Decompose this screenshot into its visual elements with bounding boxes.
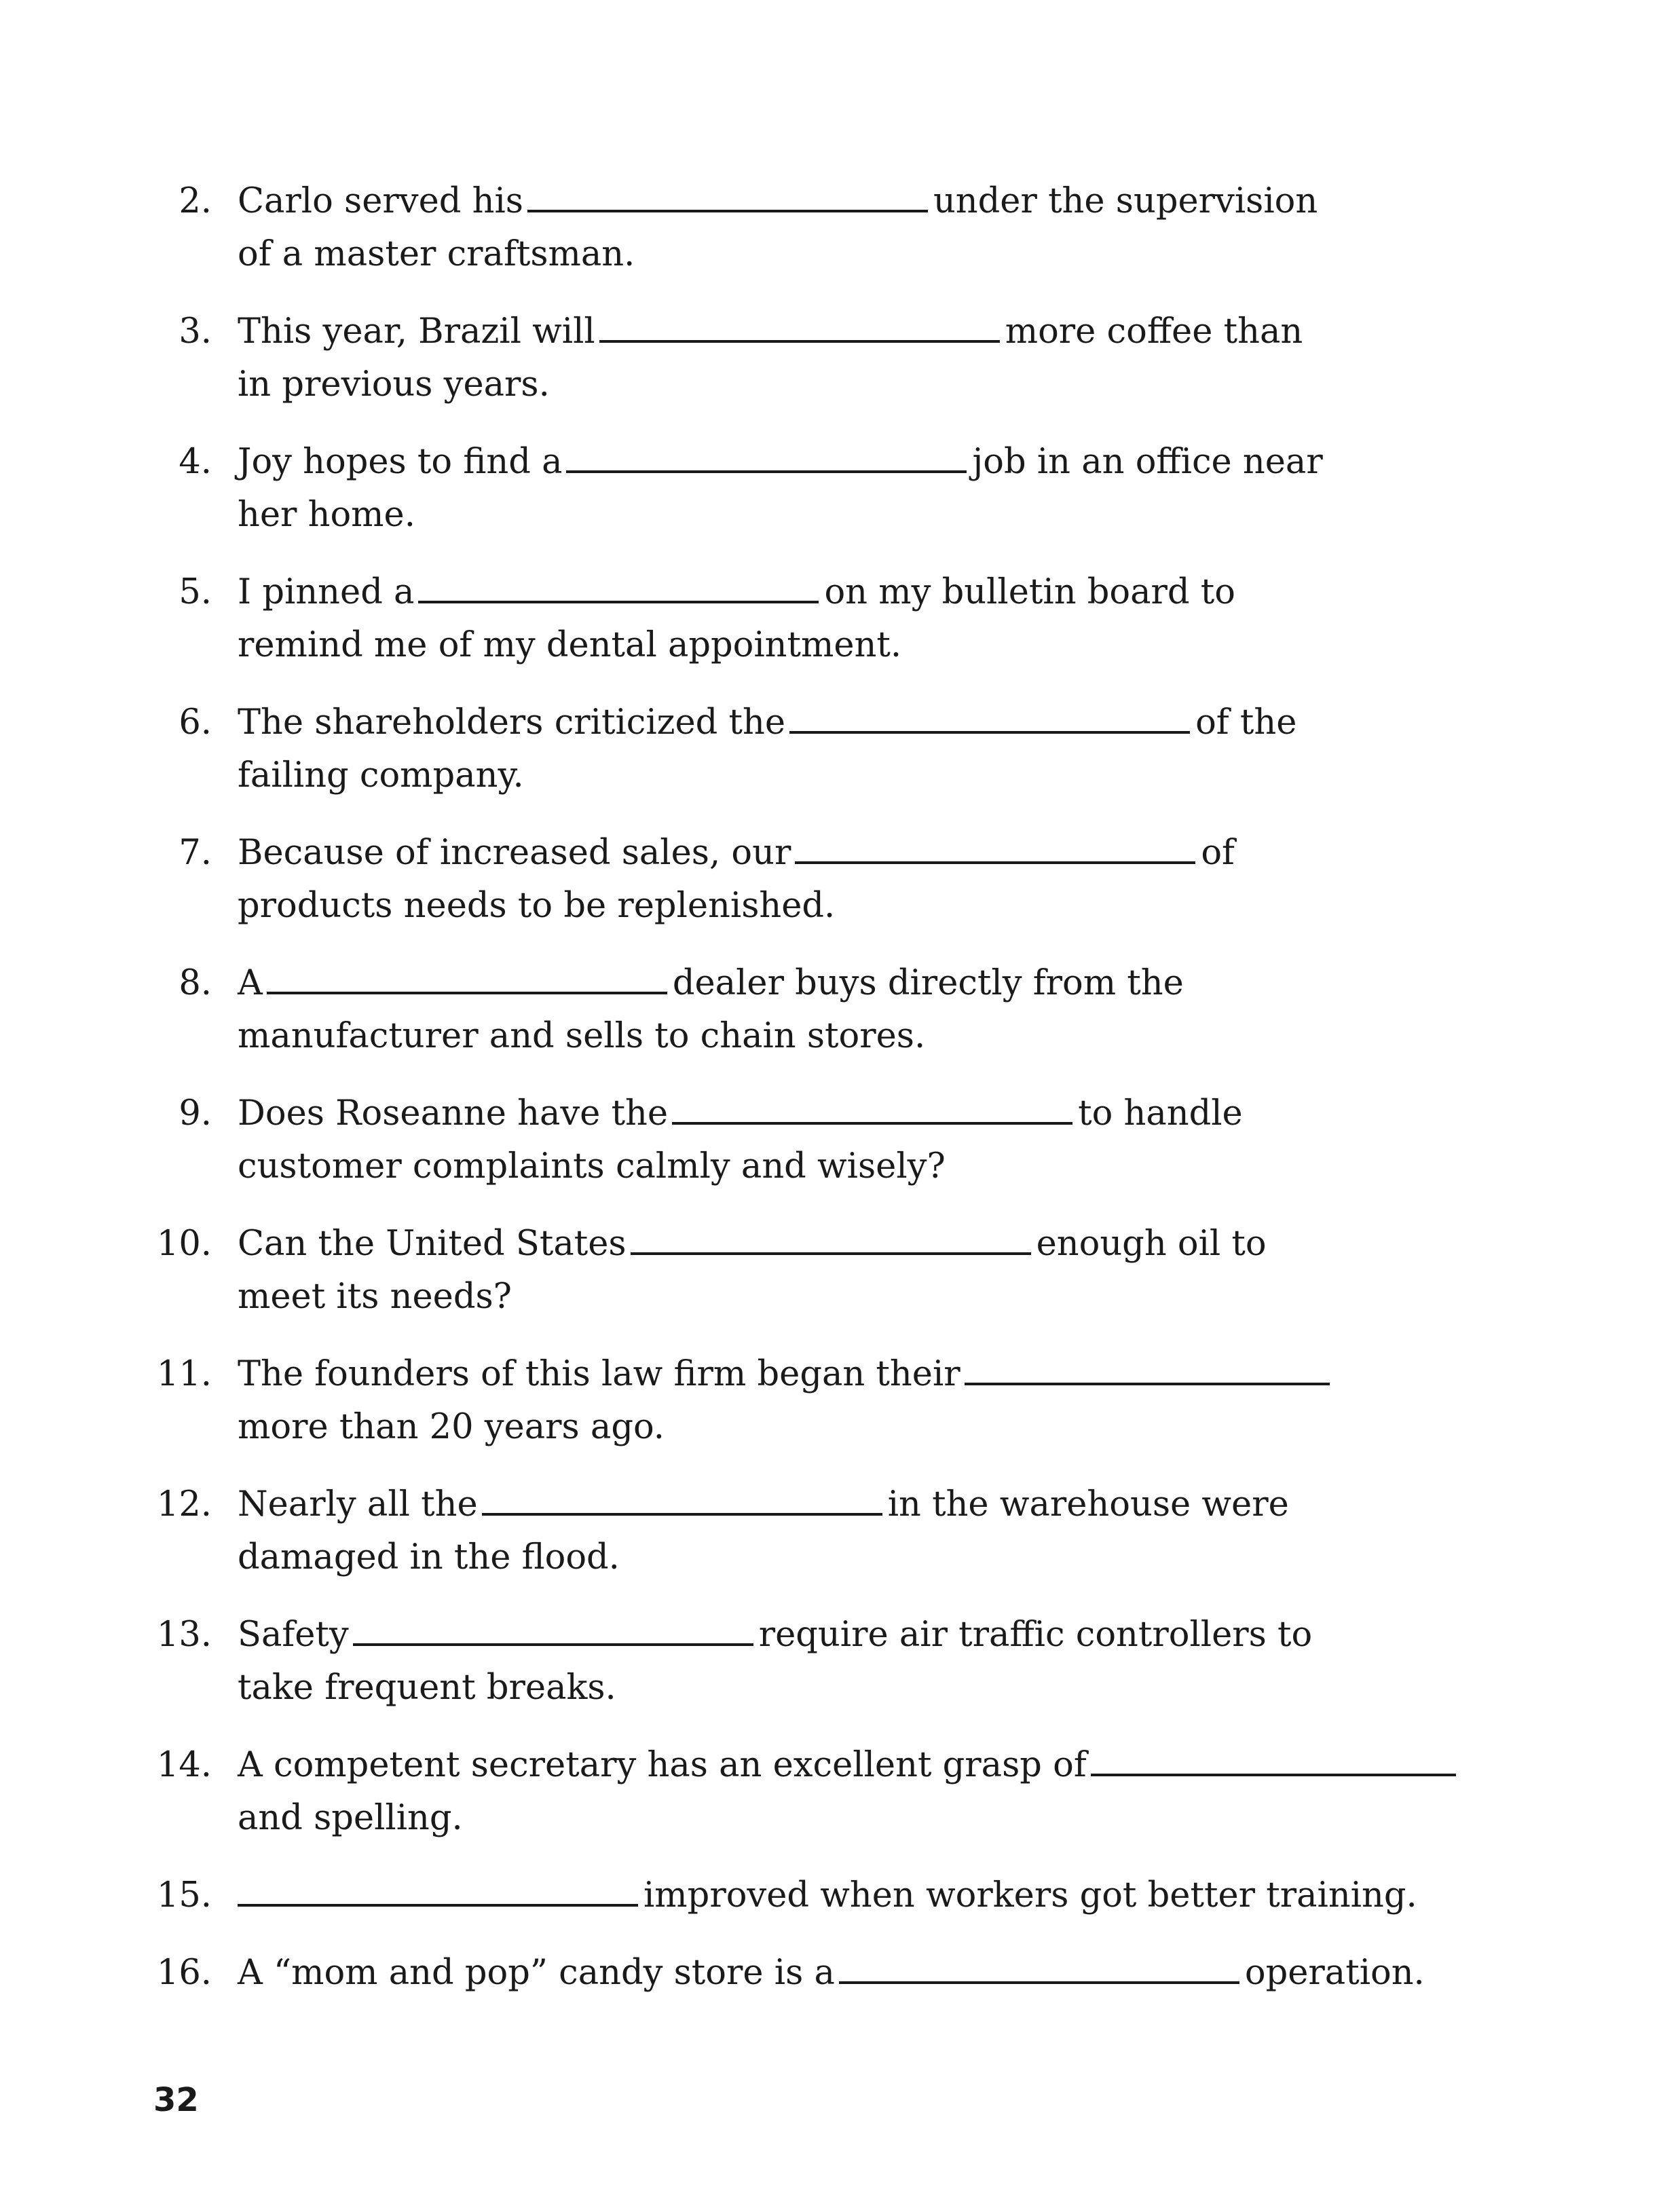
answer-blank[interactable] <box>672 1089 1072 1125</box>
question-text-after: require air traffic controllers to <box>758 1615 1313 1655</box>
question-text-after: on my bulletin board to <box>824 572 1235 612</box>
question-text <box>238 1947 1493 2000</box>
question-text-before: Does Roseanne have the <box>238 1093 669 1134</box>
question-number: 4. <box>179 442 212 482</box>
question-text-before: Safety <box>238 1615 349 1655</box>
question-text <box>238 1087 1493 1193</box>
question-text-after: under the supervision <box>933 181 1318 221</box>
question-text <box>238 175 1493 281</box>
question-text-before: Joy hopes to find a <box>238 442 563 482</box>
question-text-after: dealer buys directly from the <box>672 963 1184 1003</box>
question-number: 11. <box>156 1354 212 1394</box>
question-text <box>238 305 1493 411</box>
answer-blank[interactable] <box>839 1949 1239 1984</box>
answer-blank[interactable] <box>353 1611 753 1646</box>
question-text-line2: failing company. <box>238 755 524 796</box>
answer-blank[interactable] <box>965 1350 1330 1385</box>
question-text-before: A <box>238 963 263 1003</box>
answer-blank[interactable] <box>631 1220 1031 1255</box>
question-number: 15. <box>156 1875 212 1915</box>
question-text-line2: of a master craftsman. <box>238 234 635 274</box>
question-number: 10. <box>156 1224 212 1264</box>
question-text <box>238 696 1493 802</box>
question-text-after: enough oil to <box>1036 1224 1267 1264</box>
answer-blank[interactable] <box>482 1480 882 1516</box>
question-text-before: Can the United States <box>238 1224 627 1264</box>
question-text-line2: manufacturer and sells to chain stores. <box>238 1016 926 1056</box>
question-text-before: Carlo served his <box>238 181 523 221</box>
question-text <box>238 957 1493 1063</box>
question-text-before: A competent secretary has an excellent grasp of <box>238 1745 1087 1785</box>
question-text-line2: remind me of my dental appointment. <box>238 625 902 665</box>
question-text <box>238 1348 1493 1454</box>
question-text-after: operation. <box>1244 1953 1425 1993</box>
question-text-before: This year, Brazil will <box>238 312 595 352</box>
question-number: 8. <box>179 963 212 1003</box>
question-text <box>238 436 1493 542</box>
question-text-before: I pinned a <box>238 572 415 612</box>
question-text-before: A “mom and pop” candy store is a <box>238 1953 835 1993</box>
question-text-before: The founders of this law firm began their <box>238 1354 960 1394</box>
answer-blank[interactable] <box>566 438 967 473</box>
question-number: 16. <box>156 1953 212 1993</box>
question-text-line2: and spelling. <box>238 1798 463 1838</box>
question-number: 14. <box>156 1745 212 1785</box>
question-number: 13. <box>156 1615 212 1655</box>
question-text-line2: take frequent breaks. <box>238 1668 616 1708</box>
question-text-line2: more than 20 years ago. <box>238 1407 665 1447</box>
question-text <box>238 1869 1493 1922</box>
answer-blank[interactable] <box>527 177 928 212</box>
question-text-after: improved when workers got better training. <box>643 1875 1417 1915</box>
question-text-line2: her home. <box>238 495 415 535</box>
question-number: 5. <box>179 572 212 612</box>
question-text-after: in the warehouse were <box>887 1484 1289 1524</box>
answer-blank[interactable] <box>795 829 1195 864</box>
question-text-after: more coffee than <box>1005 312 1303 352</box>
question-text <box>238 1739 1493 1845</box>
answer-blank[interactable] <box>599 307 1000 343</box>
question-number: 3. <box>179 312 212 352</box>
question-text-line2: customer complaints calmly and wisely? <box>238 1146 946 1186</box>
question-text-after: of <box>1201 833 1235 873</box>
question-text-line2: in previous years. <box>238 364 550 405</box>
question-number: 7. <box>179 833 212 873</box>
question-number: 9. <box>179 1093 212 1134</box>
question-text-before: Nearly all the <box>238 1484 478 1524</box>
question-text <box>238 827 1493 933</box>
answer-blank[interactable] <box>1091 1741 1456 1776</box>
page-number: 32 <box>153 2081 199 2119</box>
question-text-line2: meet its needs? <box>238 1277 512 1317</box>
question-text-line2: damaged in the flood. <box>238 1537 620 1577</box>
question-text-after: to handle <box>1078 1093 1243 1134</box>
question-text <box>238 1478 1493 1584</box>
question-text <box>238 566 1493 672</box>
question-text-before: Because of increased sales, our <box>238 833 791 873</box>
question-text <box>238 1218 1493 1324</box>
question-text-line2: products needs to be replenished. <box>238 886 836 926</box>
question-number: 2. <box>179 181 212 221</box>
question-text-after: job in an office near <box>972 442 1323 482</box>
question-number: 12. <box>156 1484 212 1524</box>
answer-blank[interactable] <box>267 959 667 994</box>
answer-blank[interactable] <box>418 568 819 603</box>
answer-blank[interactable] <box>238 1871 638 1907</box>
question-text-after: of the <box>1195 703 1297 743</box>
question-text-before: The shareholders criticized the <box>238 703 786 743</box>
question-text <box>238 1609 1493 1715</box>
question-number: 6. <box>179 703 212 743</box>
answer-blank[interactable] <box>789 698 1190 734</box>
